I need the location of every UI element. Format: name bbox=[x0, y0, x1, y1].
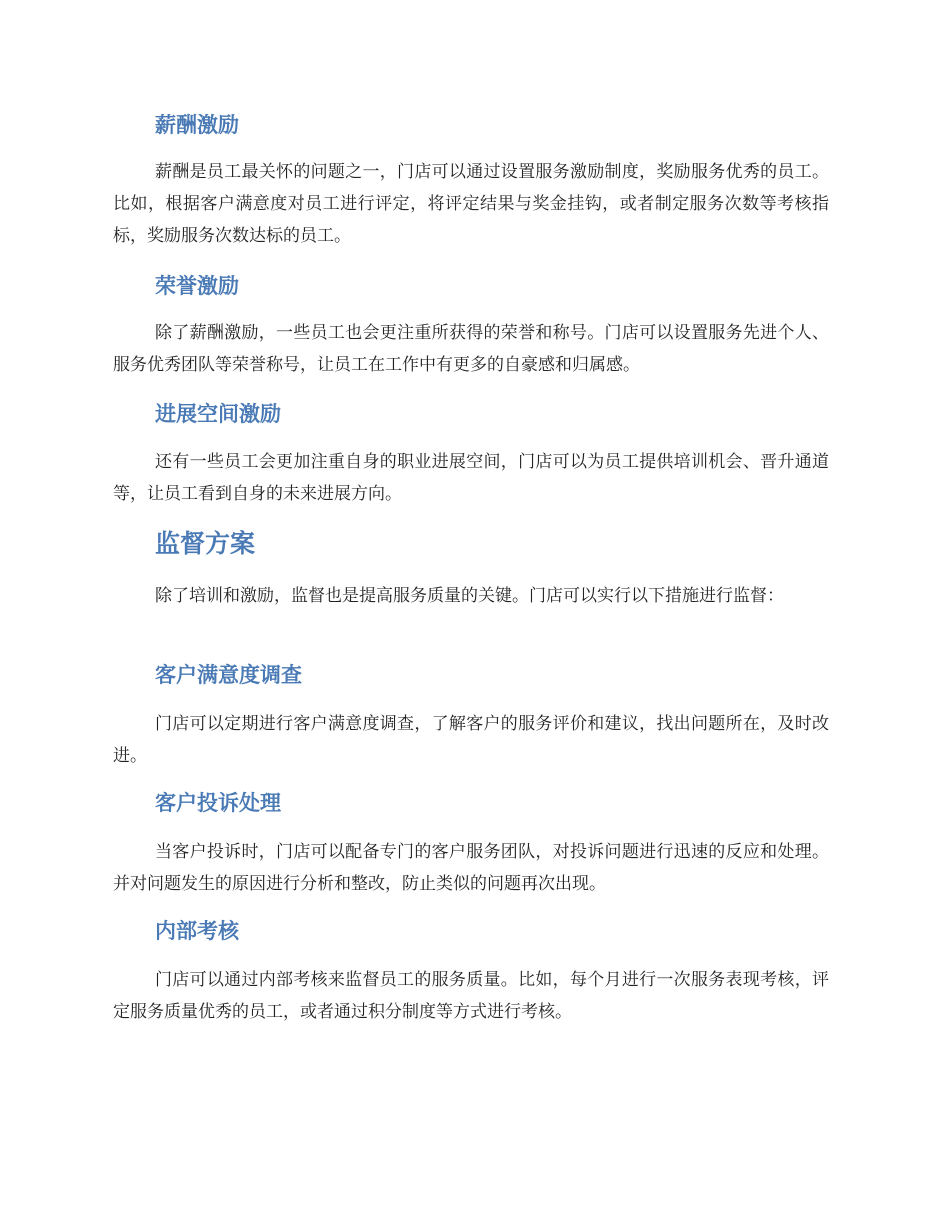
section-heading-complaint-handling: 客户投诉处理 bbox=[155, 791, 281, 815]
section-body-internal-assessment: 门店可以通过内部考核来监督员工的服务质量。比如，每个月进行一次服务表现考核，评定服务质量优秀的员工，或者通过积分制度等方式进行考核。 bbox=[113, 970, 829, 1022]
section-body-honor-incentive: 除了薪酬激励，一些员工也会更注重所获得的荣誉和称号。门店可以设置服务先进个人、服务优秀团队等荣誉称号，让员工在工作中有更多的自豪感和归属感。 bbox=[113, 323, 829, 375]
section-heading-career-incentive: 进展空间激励 bbox=[155, 402, 281, 426]
section-heading-satisfaction-survey: 客户满意度调查 bbox=[155, 663, 302, 687]
section-heading-internal-assessment: 内部考核 bbox=[155, 919, 239, 943]
section-body-satisfaction-survey: 门店可以定期进行客户满意度调查，了解客户的服务评价和建议，找出问题所在，及时改进。 bbox=[113, 714, 829, 766]
section-body-career-incentive: 还有一些员工会更加注重自身的职业进展空间，门店可以为员工提供培训机会、晋升通道等，让员工看到自身的未来进展方向。 bbox=[113, 452, 829, 504]
section-body-complaint-handling: 当客户投诉时，门店可以配备专门的客户服务团队，对投诉问题进行迅速的反应和处理。并对问题发生的原因进行分析和整改，防止类似的问题再次出现。 bbox=[113, 842, 829, 894]
section-heading-supervision-plan: 监督方案 bbox=[155, 529, 256, 558]
section-body-salary-incentive: 薪酬是员工最关怀的问题之一，门店可以通过设置服务激励制度，奖励服务优秀的员工。比如，根据客户满意度对员工进行评定，将评定结果与奖金挂钩，或者制定服务次数等考核指标，奖励服务次数达标的员工。 bbox=[113, 162, 829, 246]
section-heading-honor-incentive: 荣誉激励 bbox=[155, 274, 239, 298]
section-heading-salary-incentive: 薪酬激励 bbox=[155, 113, 239, 137]
section-body-supervision-plan: 除了培训和激励，监督也是提高服务质量的关键。门店可以实行以下措施进行监督： bbox=[155, 586, 784, 606]
